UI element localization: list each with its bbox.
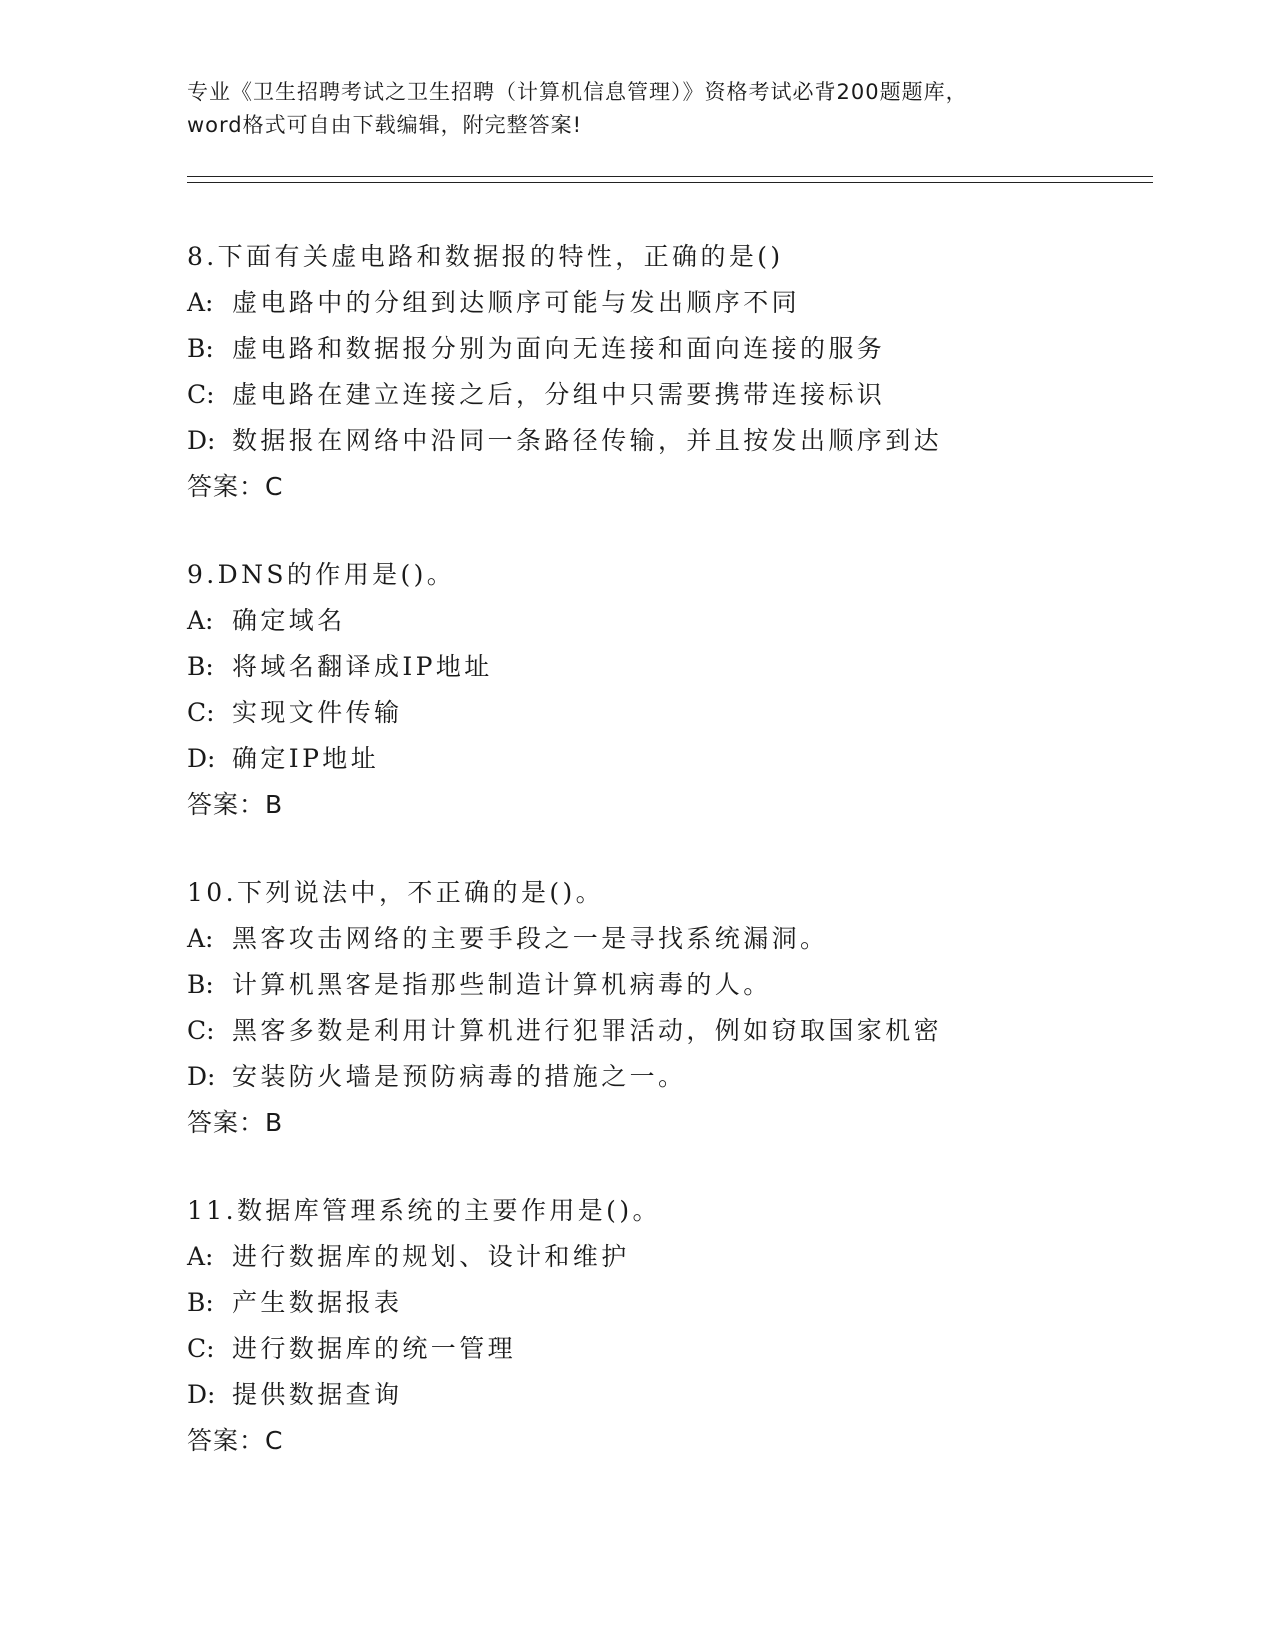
header-divider-top xyxy=(187,176,1153,177)
option-text: 产生数据报表 xyxy=(232,1288,403,1317)
header-line-2: word格式可自由下载编辑，附完整答案! xyxy=(187,113,583,137)
option-text: 虚电路在建立连接之后，分组中只需要携带连接标识 xyxy=(232,380,886,409)
option-letter: C: xyxy=(187,1016,215,1045)
answer-line: 答案：C xyxy=(187,472,284,501)
option-letter: D: xyxy=(187,1380,216,1409)
option-d xyxy=(187,418,1187,464)
option-b xyxy=(187,644,1187,690)
option-b xyxy=(187,1280,1187,1326)
question-9 xyxy=(187,552,1187,828)
option-letter: A: xyxy=(187,1242,214,1271)
question-list xyxy=(187,234,1187,1506)
option-letter: D: xyxy=(187,744,216,773)
option-text: 提供数据查询 xyxy=(232,1380,403,1409)
option-letter: B: xyxy=(187,1288,214,1317)
option-text: 黑客攻击网络的主要手段之一是寻找系统漏洞。 xyxy=(232,924,829,953)
option-letter: D: xyxy=(187,1062,216,1091)
option-letter: B: xyxy=(187,970,214,999)
option-letter: C: xyxy=(187,380,215,409)
option-text: 确定域名 xyxy=(232,606,346,635)
question-stem: 10.下列说法中，不正确的是()。 xyxy=(187,878,605,907)
option-d xyxy=(187,736,1187,782)
option-text: 安装防火墙是预防病毒的措施之一。 xyxy=(232,1062,687,1091)
option-d xyxy=(187,1054,1187,1100)
question-stem: 11.数据库管理系统的主要作用是()。 xyxy=(187,1196,661,1225)
option-text: 虚电路和数据报分别为面向无连接和面向连接的服务 xyxy=(232,334,886,363)
option-text: 进行数据库的统一管理 xyxy=(232,1334,517,1363)
option-letter: C: xyxy=(187,698,215,727)
option-b xyxy=(187,326,1187,372)
option-a xyxy=(187,280,1187,326)
option-c xyxy=(187,372,1187,418)
option-text: 虚电路中的分组到达顺序可能与发出顺序不同 xyxy=(232,288,801,317)
option-letter: B: xyxy=(187,652,214,681)
option-letter: C: xyxy=(187,1334,215,1363)
question-8 xyxy=(187,234,1187,510)
option-text: 黑客多数是利用计算机进行犯罪活动，例如窃取国家机密 xyxy=(232,1016,943,1045)
option-letter: A: xyxy=(187,606,214,635)
option-text: 实现文件传输 xyxy=(232,698,403,727)
question-stem: 8.下面有关虚电路和数据报的特性，正确的是() xyxy=(187,242,784,271)
option-c xyxy=(187,1008,1187,1054)
document-header xyxy=(187,76,1087,142)
option-a xyxy=(187,916,1187,962)
answer-line: 答案：C xyxy=(187,1426,284,1455)
answer-line: 答案：B xyxy=(187,790,284,819)
option-a xyxy=(187,1234,1187,1280)
option-letter: A: xyxy=(187,288,214,317)
option-a xyxy=(187,598,1187,644)
option-d xyxy=(187,1372,1187,1418)
answer-line: 答案：B xyxy=(187,1108,284,1137)
header-divider-bottom xyxy=(187,182,1153,183)
question-11 xyxy=(187,1188,1187,1464)
question-stem: 9.DNS的作用是()。 xyxy=(187,560,456,589)
option-text: 计算机黑客是指那些制造计算机病毒的人。 xyxy=(232,970,772,999)
option-text: 确定IP地址 xyxy=(232,744,380,773)
option-c xyxy=(187,690,1187,736)
header-line-1: 专业《卫生招聘考试之卫生招聘（计算机信息管理）》资格考试必背200题题库， xyxy=(187,80,968,104)
option-c xyxy=(187,1326,1187,1372)
option-text: 数据报在网络中沿同一条路径传输，并且按发出顺序到达 xyxy=(232,426,943,455)
option-letter: B: xyxy=(187,334,214,363)
option-text: 进行数据库的规划、设计和维护 xyxy=(232,1242,630,1271)
option-letter: A: xyxy=(187,924,214,953)
option-b xyxy=(187,962,1187,1008)
question-10 xyxy=(187,870,1187,1146)
option-text: 将域名翻译成IP地址 xyxy=(232,652,493,681)
option-letter: D: xyxy=(187,426,216,455)
